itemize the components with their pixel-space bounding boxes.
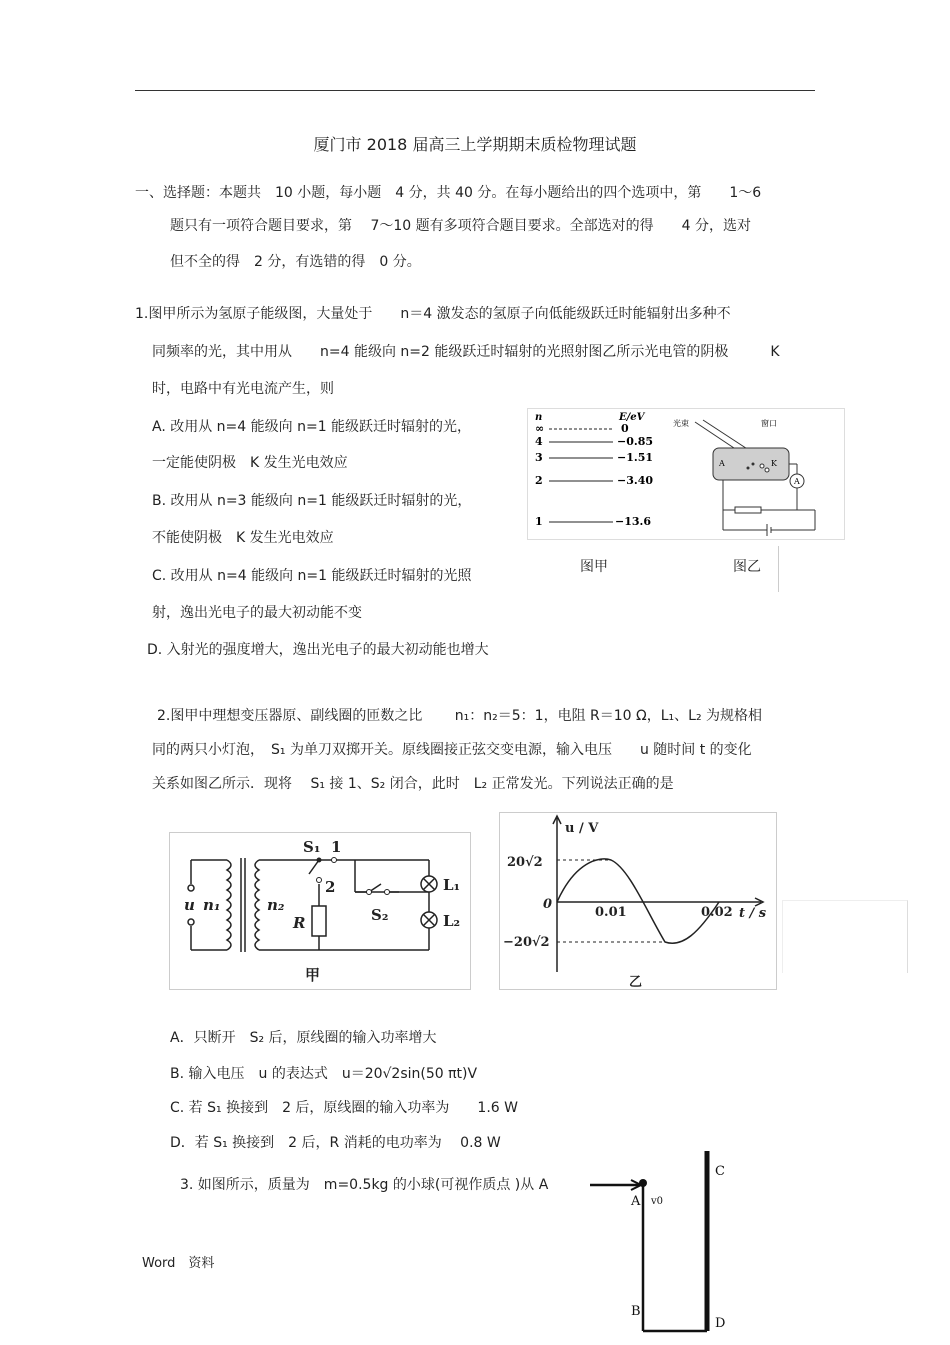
section-line-1: 一、选择题：本题共 10 小题，每小题 4 分，共 40 分。在每小题给出的四个选项中，第 1～6 [135, 185, 762, 201]
graph-origin: 0 [543, 897, 553, 912]
q1-option-a-cont: 一定能使阴极 K 发生光电效应 [152, 455, 348, 471]
level-e-4: −0.85 [617, 435, 654, 448]
level-e-1: −13.6 [615, 515, 652, 528]
q2-option-a: A．只断开 S₂ 后，原线圈的输入功率增大 [170, 1030, 437, 1046]
q1-option-c-cont: 射，逸出光电子的最大初动能不变 [152, 605, 362, 621]
q2-option-b: B. 输入电压 u 的表达式 u＝20√2sin(50 πt)V [170, 1066, 478, 1082]
section-line-3: 但不全的得 2 分，有选错的得 0 分。 [170, 254, 421, 270]
graph-ytop: 20√2 [507, 855, 543, 870]
level-header-e: E/eV [619, 412, 645, 423]
q2-circuit-figure [169, 832, 471, 990]
l1-label: L₁ [443, 876, 461, 894]
q3-label-d: D [715, 1316, 726, 1331]
rheostat-icon [735, 507, 761, 513]
level-e-2: −3.40 [617, 474, 654, 487]
s1-label: S₁ [303, 838, 321, 856]
q2-option-c: C. 若 S₁ 换接到 2 后，原线圈的输入功率为 1.6 W [170, 1100, 518, 1116]
faint-box [782, 900, 908, 973]
q1-option-c: C. 改用从 n=4 能级向 n=1 能级跃迁时辐射的光照 [152, 568, 472, 584]
cathode-label: K [771, 459, 777, 468]
q3-label-a: A [631, 1194, 641, 1209]
page-title: 厦门市 2018 届高三上学期期末质检物理试题 [313, 135, 637, 154]
level-e-3: −1.51 [617, 451, 654, 464]
level-n-2: 2 [535, 474, 543, 487]
u-label: u [184, 896, 195, 914]
graph-x1: 0.01 [595, 905, 627, 920]
q3-label-b: B [631, 1304, 641, 1319]
q1-stem-1: 1.图甲所示为氢原子能级图，大量处于 n＝4 激发态的氢原子向低能级跃迁时能辐射出多种不 [135, 306, 731, 322]
graph-ylabel: u / V [565, 821, 599, 836]
q2-stem-3: 关系如图乙所示．现将 S₁ 接 1、S₂ 闭合，此时 L₂ 正常发光。下列说法正确的是 [152, 776, 674, 792]
s2-label: S₂ [371, 906, 389, 924]
n1-label: n₁ [203, 896, 221, 914]
level-n-4: 4 [535, 435, 543, 448]
level-n-1: 1 [535, 515, 543, 528]
q1-option-b: B. 改用从 n=3 能级向 n=1 能级跃迁时辐射的光， [152, 493, 472, 509]
q2-option-d: D．若 S₁ 换接到 2 后，R 消耗的电功率为 0.8 W [170, 1135, 501, 1151]
q1-option-d: D. 入射光的强度增大，逸出光电子的最大初动能也增大 [147, 642, 489, 658]
graph-x2: 0.02 [701, 905, 733, 920]
level-n-inf: ∞ [535, 422, 545, 435]
throw-2-label: 2 [325, 878, 336, 896]
q1-option-a: A. 改用从 n=4 能级向 n=1 能级跃迁时辐射的光， [152, 419, 472, 435]
level-n-3: 3 [535, 451, 543, 464]
section-line-2: 题只有一项符合题目要求，第 7～10 题有多项符合题目要求。全部选对的得 4 分，选对 [170, 218, 751, 234]
q3-stem: 3. 如图所示，质量为 m=0.5kg 的小球(可视作质点 )从 A [180, 1177, 549, 1193]
footer-text: Word 资料 [142, 1256, 215, 1271]
figure-divider [778, 546, 779, 592]
graph-caption: 乙 [629, 975, 643, 990]
q1-stem-2: 同频率的光，其中用从 n=4 能级向 n=2 能级跃迁时辐射的光照射图乙所示光电管的阴极 K [152, 344, 780, 360]
fig-yi-caption: 图乙 [733, 559, 761, 575]
q3-label-v0: v0 [651, 1196, 664, 1207]
q2-voltage-graph [499, 812, 777, 990]
anode-label: A [719, 459, 725, 468]
window-label: 窗口 [761, 419, 777, 428]
q3-figure [585, 1145, 745, 1340]
r-label: R [293, 914, 306, 932]
q1-figure [527, 408, 845, 540]
q2-stem-2: 同的两只小灯泡， S₁ 为单刀双掷开关。原线圈接正弦交变电源，输入电压 u 随时间 t 的变化 [152, 742, 752, 758]
q1-option-b-cont: 不能使阴极 K 发生光电效应 [152, 530, 334, 546]
ammeter-label: A [794, 477, 800, 486]
throw-1-label: 1 [331, 838, 342, 856]
l2-label: L₂ [443, 912, 461, 930]
fig-jia-caption: 图甲 [580, 559, 608, 575]
graph-ybot: −20√2 [503, 935, 550, 950]
beam-label: 光束 [673, 419, 689, 428]
q3-label-c: C [715, 1164, 725, 1179]
n2-label: n₂ [267, 896, 285, 914]
graph-xlabel: t / s [739, 906, 767, 921]
level-header-n: n [535, 412, 543, 423]
q2-stem-1: 2.图甲中理想变压器原、副线圈的匝数之比 n₁：n₂＝5：1，电阻 R＝10 Ω，L₁、L₂ 为规格相 [157, 708, 763, 724]
q1-stem-3: 时，电路中有光电流产生，则 [152, 381, 334, 397]
top-rule [135, 90, 815, 91]
level-e-inf: 0 [621, 422, 629, 435]
circuit-caption: 甲 [305, 966, 321, 984]
